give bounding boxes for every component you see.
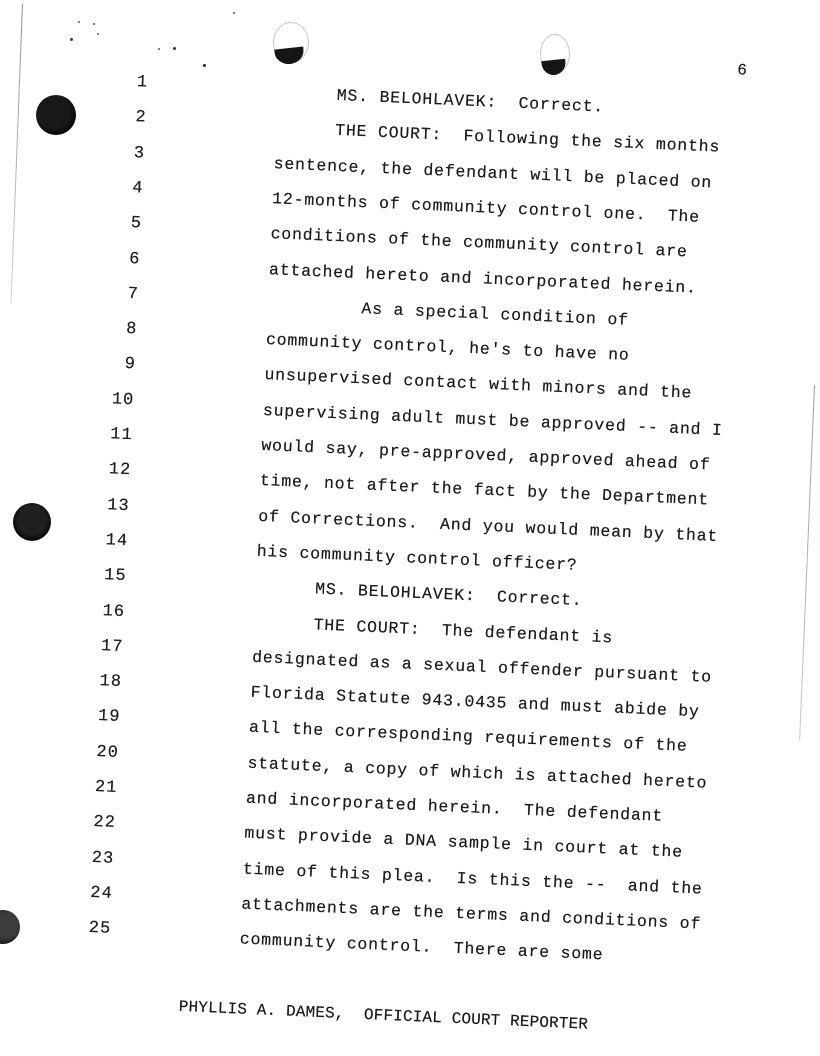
line-number: 1 [136, 73, 149, 93]
line-number: 5 [130, 214, 143, 234]
line-text: of Corrections. And you would mean by that [257, 506, 719, 546]
line-number: 4 [131, 178, 144, 199]
line-text: attached hereto and incorporated herein. [268, 259, 698, 298]
line-number: 22 [92, 813, 117, 834]
line-text: MS. BELOHLAVEK: Correct. [314, 579, 583, 611]
line-number: 2 [134, 108, 147, 128]
line-text: THE COURT: Following the six months [334, 121, 721, 157]
line-number: 14 [105, 531, 129, 552]
line-text: community control. There are some [239, 929, 604, 965]
line-text: attachments are the terms and conditions of [240, 894, 702, 934]
line-number: 17 [100, 636, 124, 657]
line-number: 6 [128, 249, 141, 269]
line-text: designated as a sexual offender pursuant to [251, 647, 713, 687]
line-number: 8 [125, 320, 138, 340]
line-number: 16 [102, 601, 126, 622]
line-number: 25 [88, 919, 112, 939]
line-number: 20 [96, 742, 120, 763]
line-text: his community control officer? [256, 541, 578, 575]
line-text: supervising adult must be approved -- and I [262, 400, 724, 440]
reporter-footer: PHYLLIS A. DAMES, OFFICIAL COURT REPORTER [178, 997, 589, 1034]
line-text: time, not after the fact by the Department [259, 471, 710, 510]
line-text: and incorporated herein. The defendant [245, 788, 664, 826]
line-text: statute, a copy of which is attached hereto [247, 753, 708, 793]
line-text: Florida Statute 943.0435 and must abide by [250, 682, 701, 722]
line-text: must provide a DNA sample in court at the [244, 823, 684, 862]
line-number: 10 [111, 390, 135, 410]
line-text: conditions of the community control are [270, 224, 689, 262]
line-number: 19 [97, 707, 121, 728]
line-text: community control, he's to have no [265, 330, 630, 365]
line-text: sentence, the defendant will be placed on [273, 153, 713, 192]
transcript-lines [4, 0, 820, 965]
line-number: 7 [127, 284, 140, 305]
line-number: 12 [108, 460, 132, 481]
line-number: 24 [89, 883, 114, 904]
line-text: time of this plea. Is this the -- and the [242, 859, 704, 899]
line-number: 9 [124, 355, 137, 375]
line-number: 3 [133, 143, 146, 164]
line-text: MS. BELOHLAVEK: Correct. [336, 85, 605, 117]
line-text: all the corresponding requirements of the [248, 718, 688, 757]
line-number: 13 [106, 495, 131, 516]
line-number: 23 [91, 848, 115, 869]
line-text: As a special condition of [361, 298, 630, 330]
line-text: unsupervised contact with minors and the [264, 365, 693, 404]
line-text: would say, pre-approved, approved ahead of [261, 435, 711, 475]
line-number: 15 [103, 566, 127, 587]
line-number: 11 [109, 425, 134, 446]
line-text: THE COURT: The defendant is [313, 614, 614, 647]
page-number: 6 [736, 61, 748, 80]
line-text: 12-months of community control one. The [271, 189, 701, 227]
line-number: 18 [99, 672, 123, 693]
line-number: 21 [94, 777, 118, 798]
